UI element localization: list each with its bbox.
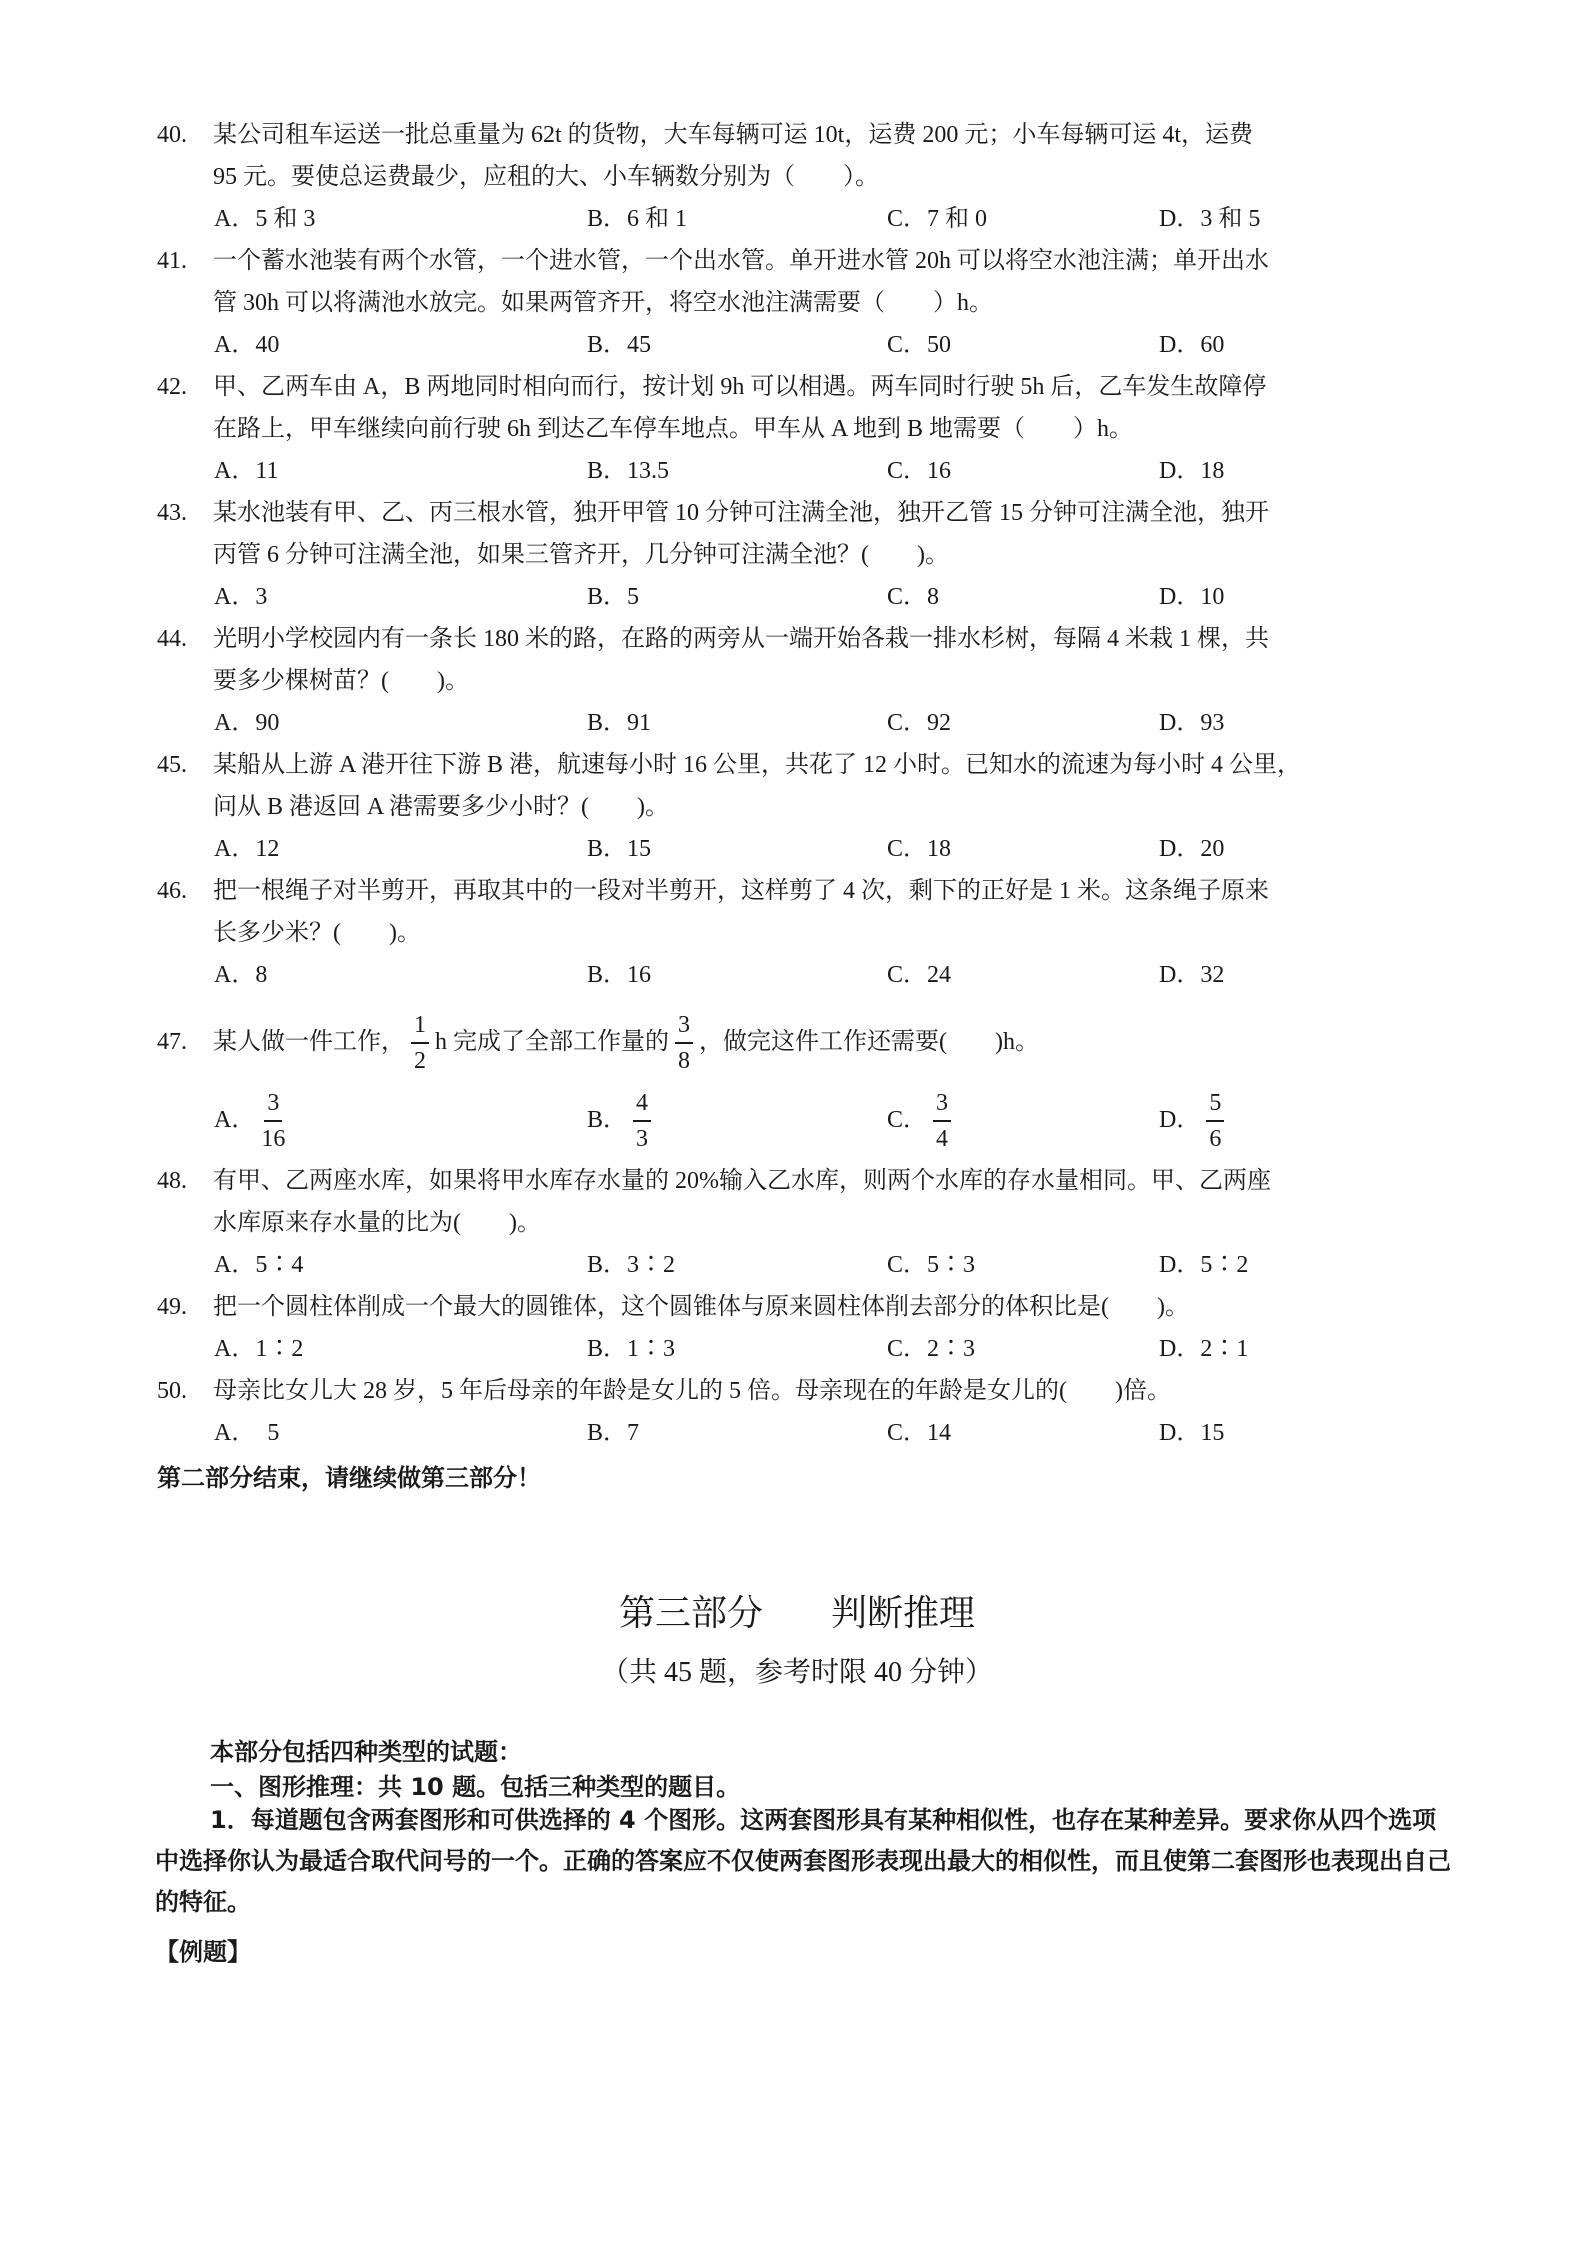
question-line: 有甲、乙两座水库，如果将甲水库存水量的 20%输入乙水库，则两个水库的存水量相同。甲、乙两座 bbox=[213, 1168, 1271, 1194]
question-42 bbox=[157, 366, 1457, 450]
numerator: 4 bbox=[633, 1086, 651, 1122]
numerator: 3 bbox=[675, 1008, 693, 1044]
question-line: 要多少棵树苗？( )。 bbox=[213, 668, 469, 694]
options-row bbox=[214, 324, 1464, 366]
option-c: C．2∶3 bbox=[887, 1336, 976, 1362]
question-line: 把一个圆柱体削成一个最大的圆锥体，这个圆锥体与原来圆柱体削去部分的体积比是( )。 bbox=[213, 1294, 1189, 1320]
section-part-label: 第三部分 bbox=[618, 1593, 763, 1633]
option-b: B．3∶2 bbox=[587, 1252, 676, 1278]
fraction bbox=[633, 1086, 651, 1156]
option-c: C．7 和 0 bbox=[887, 206, 988, 232]
question-line: 把一根绳子对半剪开，再取其中的一段对半剪开，这样剪了 4 次，剩下的正好是 1 米。这条绳子原来 bbox=[213, 878, 1269, 904]
option-d: D．5∶2 bbox=[1159, 1252, 1249, 1278]
question-line: 某公司租车运送一批总重量为 62t 的货物，大车每辆可运 10t，运费 200 元；小车每辆可运 4t，运费 bbox=[213, 122, 1254, 148]
option-d: D．10 bbox=[1159, 584, 1225, 610]
instruction-paragraph: 1．每道题包含两套图形和可供选择的 4 个图形。这两套图形具有某种相似性，也存在某种差异。要求你从四个选项中选择你认为最适合取代问号的一个。正确的答案应不仅使两套图形表现出最大的相似性，而且使第二套图形也表现出自己的特征。 bbox=[155, 1806, 1451, 1916]
question-number: 48. bbox=[157, 1168, 187, 1194]
denominator: 2 bbox=[414, 1048, 426, 1075]
numerator: 3 bbox=[933, 1086, 951, 1122]
question-text bbox=[213, 492, 1457, 576]
option-a: A．5 和 3 bbox=[214, 206, 316, 232]
option-d: D．93 bbox=[1159, 710, 1225, 736]
fraction bbox=[933, 1086, 951, 1156]
question-text bbox=[213, 1160, 1457, 1244]
numerator: 1 bbox=[411, 1008, 429, 1044]
option-c: C．50 bbox=[887, 332, 952, 358]
question-text-part: h 完成了全部工作量的 bbox=[435, 1029, 669, 1055]
question-line: 问从 B 港返回 A 港需要多少小时？( )。 bbox=[213, 794, 669, 820]
question-41 bbox=[157, 240, 1457, 324]
fraction bbox=[261, 1086, 285, 1156]
option-c: C．5∶3 bbox=[887, 1252, 976, 1278]
question-number: 42. bbox=[157, 374, 187, 400]
option-d: D．2∶1 bbox=[1159, 1336, 1249, 1362]
options-row bbox=[214, 1084, 1464, 1156]
section-title bbox=[0, 1585, 1594, 1636]
question-line: 在路上，甲车继续向前行驶 6h 到达乙车停车地点。甲车从 A 地到 B 地需要（ ）h。 bbox=[213, 416, 1134, 442]
question-number: 46. bbox=[157, 878, 187, 904]
option-a: A．40 bbox=[214, 332, 280, 358]
question-text bbox=[213, 366, 1457, 450]
option-c: C．24 bbox=[887, 962, 952, 988]
option-b: B．91 bbox=[587, 710, 652, 736]
question-number: 49. bbox=[157, 1294, 187, 1320]
option-a: A．8 bbox=[214, 962, 268, 988]
question-48 bbox=[157, 1160, 1457, 1244]
denominator: 16 bbox=[261, 1126, 286, 1153]
denominator: 3 bbox=[636, 1126, 649, 1153]
option-b: B．16 bbox=[587, 962, 652, 988]
section-name: 判断推理 bbox=[831, 1593, 976, 1633]
question-49 bbox=[157, 1286, 1457, 1328]
option-b: B．1∶3 bbox=[587, 1336, 676, 1362]
question-number: 43. bbox=[157, 500, 187, 526]
intro-line: 本部分包括四种类型的试题： bbox=[210, 1738, 522, 1766]
option-d: D．20 bbox=[1159, 836, 1225, 862]
numerator: 5 bbox=[1206, 1086, 1224, 1122]
option-c: C．14 bbox=[887, 1420, 952, 1446]
question-text-part: 某人做一件工作， bbox=[213, 1029, 405, 1055]
option-a bbox=[214, 1084, 291, 1156]
question-line: 管 30h 可以将满池水放完。如果两管齐开，将空水池注满需要（ ）h。 bbox=[213, 290, 993, 316]
question-40 bbox=[157, 114, 1457, 198]
option-a: A．3 bbox=[214, 584, 268, 610]
question-line: 某水池装有甲、乙、丙三根水管，独开甲管 10 分钟可注满全池，独开乙管 15 分钟可注满全池，独开 bbox=[213, 500, 1269, 526]
question-number: 41. bbox=[157, 248, 187, 274]
question-text bbox=[213, 1286, 1457, 1328]
option-b: B．45 bbox=[587, 332, 652, 358]
option-label: A． bbox=[214, 1107, 256, 1133]
option-d bbox=[1159, 1084, 1230, 1156]
option-d: D．15 bbox=[1159, 1420, 1225, 1446]
option-c: C．16 bbox=[887, 458, 952, 484]
fraction bbox=[1206, 1086, 1224, 1156]
options-row bbox=[214, 1244, 1464, 1286]
option-b: B．13.5 bbox=[587, 458, 670, 484]
option-c: C．92 bbox=[887, 710, 952, 736]
question-line: 光明小学校园内有一条长 180 米的路，在路的两旁从一端开始各栽一排水杉树，每隔 4 米栽 1 棵，共 bbox=[213, 626, 1269, 652]
fraction bbox=[675, 1008, 693, 1078]
question-line: 母亲比女儿大 28 岁，5 年后母亲的年龄是女儿的 5 倍。母亲现在的年龄是女儿的( )倍。 bbox=[213, 1378, 1171, 1404]
options-row bbox=[214, 576, 1464, 618]
question-text bbox=[213, 618, 1457, 702]
question-line: 丙管 6 分钟可注满全池，如果三管齐开，几分钟可注满全池？( )。 bbox=[213, 542, 949, 568]
option-c bbox=[887, 1084, 957, 1156]
question-text bbox=[213, 114, 1457, 198]
question-text bbox=[213, 1370, 1457, 1412]
option-b: B．5 bbox=[587, 584, 640, 610]
question-47 bbox=[157, 1006, 1457, 1078]
question-number: 44. bbox=[157, 626, 187, 652]
option-a: A．12 bbox=[214, 836, 280, 862]
options-row bbox=[214, 1412, 1464, 1454]
intro-line: 一、图形推理：共 10 题。包括三种类型的题目。 bbox=[210, 1773, 741, 1801]
example-label: 【例题】 bbox=[155, 1938, 251, 1966]
question-43 bbox=[157, 492, 1457, 576]
option-a: A．11 bbox=[214, 458, 279, 484]
question-line: 某船从上游 A 港开往下游 B 港，航速每小时 16 公里，共花了 12 小时。已知水的流速为每小时 4 公里， bbox=[213, 752, 1302, 778]
question-text bbox=[213, 744, 1457, 828]
numerator: 3 bbox=[264, 1086, 282, 1122]
question-45 bbox=[157, 744, 1457, 828]
section-subtitle: （共 45 题，参考时限 40 分钟） bbox=[600, 1657, 993, 1688]
options-row bbox=[214, 828, 1464, 870]
question-line: 水库原来存水量的比为( )。 bbox=[213, 1210, 541, 1236]
option-d: D．60 bbox=[1159, 332, 1225, 358]
option-b: B．7 bbox=[587, 1420, 640, 1446]
question-44 bbox=[157, 618, 1457, 702]
section-end-note: 第二部分结束，请继续做第三部分！ bbox=[157, 1463, 541, 1492]
question-line: 甲、乙两车由 A，B 两地同时相向而行，按计划 9h 可以相遇。两车同时行驶 5h 后，乙车发生故障停 bbox=[213, 374, 1267, 400]
option-b: B．6 和 1 bbox=[587, 206, 688, 232]
question-line: 95 元。要使总运费最少，应租的大、小车辆数分别为（ ）。 bbox=[213, 164, 879, 190]
question-text bbox=[213, 1006, 1457, 1078]
option-a: A．5∶4 bbox=[214, 1252, 304, 1278]
fraction bbox=[411, 1008, 429, 1078]
question-number: 50. bbox=[157, 1378, 187, 1404]
option-b: B．15 bbox=[587, 836, 652, 862]
question-46 bbox=[157, 870, 1457, 954]
option-a: A．90 bbox=[214, 710, 280, 736]
option-label: D． bbox=[1159, 1107, 1201, 1133]
option-d: D．3 和 5 bbox=[1159, 206, 1261, 232]
option-label: C． bbox=[887, 1107, 928, 1133]
option-c: C．8 bbox=[887, 584, 940, 610]
denominator: 4 bbox=[936, 1126, 949, 1153]
option-a: A．1∶2 bbox=[214, 1336, 304, 1362]
option-d: D．18 bbox=[1159, 458, 1225, 484]
question-text-part: ，做完这件工作还需要( )h。 bbox=[699, 1029, 1039, 1055]
question-50 bbox=[157, 1370, 1457, 1412]
option-b bbox=[587, 1084, 657, 1156]
question-number: 45. bbox=[157, 752, 187, 778]
denominator: 6 bbox=[1209, 1126, 1222, 1153]
question-line: 一个蓄水池装有两个水管，一个进水管，一个出水管。单开进水管 20h 可以将空水池注满；单开出水 bbox=[213, 248, 1269, 274]
question-number: 47. bbox=[157, 1029, 187, 1055]
options-row bbox=[214, 702, 1464, 744]
options-row bbox=[214, 198, 1464, 240]
option-a: A． 5 bbox=[214, 1420, 280, 1446]
question-number: 40. bbox=[157, 122, 187, 148]
option-c: C．18 bbox=[887, 836, 952, 862]
question-text bbox=[213, 240, 1457, 324]
question-text bbox=[213, 870, 1457, 954]
options-row bbox=[214, 450, 1464, 492]
option-label: B． bbox=[587, 1107, 628, 1133]
question-line: 长多少米？( )。 bbox=[213, 920, 421, 946]
options-row bbox=[214, 1328, 1464, 1370]
denominator: 8 bbox=[678, 1048, 690, 1075]
options-row bbox=[214, 954, 1464, 996]
option-d: D．32 bbox=[1159, 962, 1225, 988]
